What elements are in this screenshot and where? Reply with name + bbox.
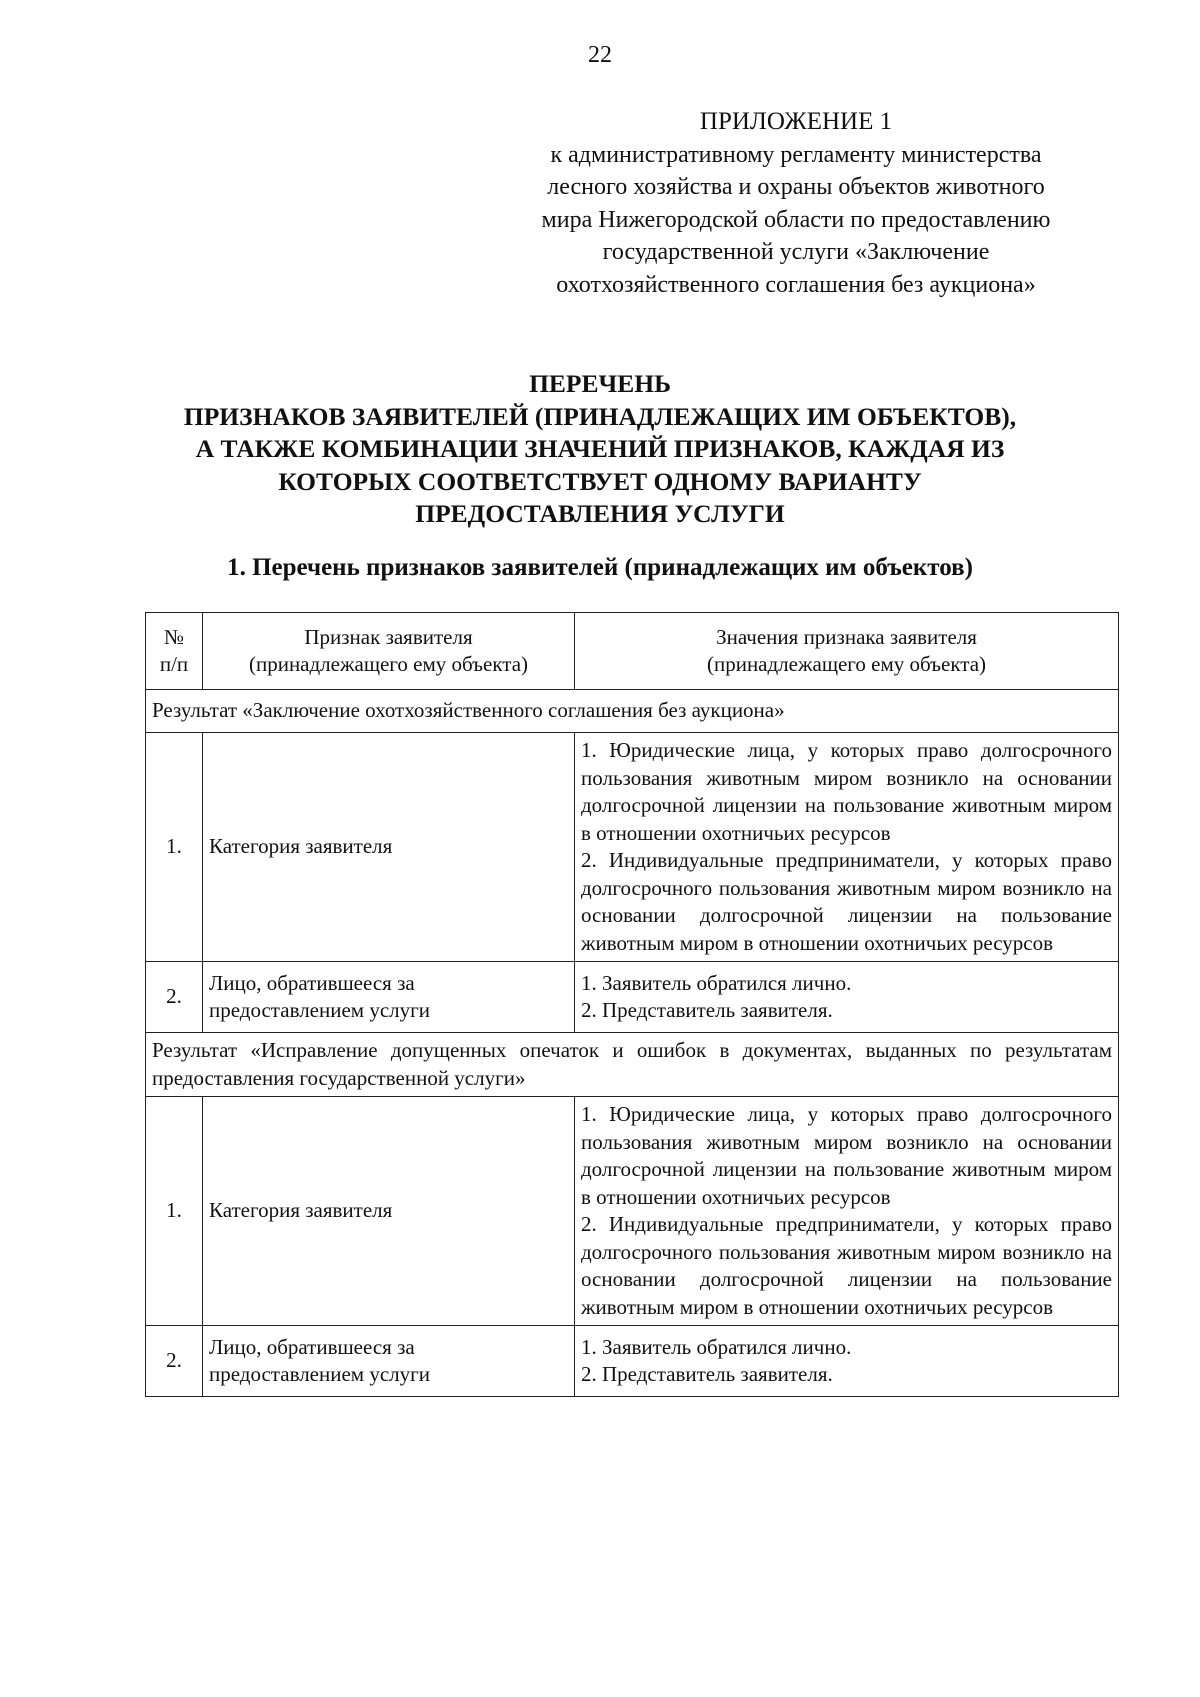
- section-heading: 1. Перечень признаков заявителей (принадлежащих им объектов): [227, 554, 973, 581]
- row-feature-line: предоставлением услуги: [209, 1362, 430, 1386]
- value-item: 1. Юридические лица, у которых право долгосрочного пользования животным миром возникло на основании долгосрочной лицензии на пользование животным миром в отношении охотничьих ресурсов: [581, 738, 1112, 845]
- value-item: 1. Заявитель обратился лично.: [581, 1334, 852, 1359]
- document-title: [120, 368, 1080, 531]
- row-feature: Категория заявителя: [203, 1097, 575, 1326]
- appendix-title: ПРИЛОЖЕНИЕ 1: [699, 108, 893, 135]
- value-item: 2. Представитель заявителя.: [581, 998, 833, 1022]
- title-line: ПЕРЕЧЕНЬ: [529, 369, 671, 398]
- appendix-line: лесного хозяйства и охраны объектов животного: [547, 174, 1045, 200]
- appendix-header: [487, 106, 1105, 301]
- table-header-row: [146, 613, 1119, 690]
- value-item: 2. Индивидуальные предприниматели, у которых право долгосрочного пользования животным миром возникло на основании долгосрочной лицензии на пользование животным миром в отношении охотничьих ресурсов: [581, 848, 1112, 955]
- row-number: 1.: [146, 1097, 203, 1326]
- criteria-table: [145, 612, 1119, 1397]
- header-num: [146, 613, 203, 690]
- header-feature-line: (принадлежащего ему объекта): [248, 652, 529, 676]
- row-values: [575, 1326, 1119, 1397]
- title-line: А ТАКЖЕ КОМБИНАЦИИ ЗНАЧЕНИЙ ПРИЗНАКОВ, КАЖДАЯ ИЗ: [195, 434, 1005, 463]
- appendix-line: мира Нижегородской области по предоставлению: [541, 206, 1051, 233]
- result-cell: Результат «Исправление допущенных опечаток и ошибок в документах, выданных по результатам предоставления государственной услуги»: [146, 1033, 1119, 1097]
- header-num-line: п/п: [159, 652, 189, 676]
- row-values: [575, 962, 1119, 1033]
- header-feature-line: Признак заявителя: [304, 624, 473, 649]
- row-feature-line: Лицо, обратившееся за: [209, 1334, 415, 1359]
- page-number: 22: [588, 42, 612, 68]
- appendix-line: к административному регламенту министерства: [550, 141, 1042, 168]
- appendix-line: государственной услуги «Заключение: [602, 239, 990, 265]
- header-num-line: №: [163, 624, 185, 649]
- value-item: 2. Представитель заявителя.: [581, 1362, 833, 1386]
- row-feature-line: предоставлением услуги: [209, 998, 430, 1022]
- title-line: ПРЕДОСТАВЛЕНИЯ УСЛУГИ: [415, 499, 785, 528]
- row-values: [575, 1097, 1119, 1326]
- row-feature-line: Лицо, обратившееся за: [209, 970, 415, 995]
- header-feature: [203, 613, 575, 690]
- row-number: 2.: [146, 1326, 203, 1397]
- header-values: [575, 613, 1119, 690]
- table-row: [146, 1097, 1119, 1326]
- row-feature: [203, 1326, 575, 1397]
- row-values: [575, 733, 1119, 962]
- result-cell: Результат «Заключение охотхозяйственного соглашения без аукциона»: [146, 690, 1119, 733]
- table-row: [146, 733, 1119, 962]
- title-line: ПРИЗНАКОВ ЗАЯВИТЕЛЕЙ (ПРИНАДЛЕЖАЩИХ ИМ ОБЪЕКТОВ),: [183, 401, 1017, 431]
- table-row: [146, 962, 1119, 1033]
- header-values-line: (принадлежащего ему объекта): [706, 652, 987, 676]
- result-row: [146, 690, 1119, 733]
- table-row: [146, 1326, 1119, 1397]
- value-item: 1. Заявитель обратился лично.: [581, 970, 852, 995]
- row-number: 2.: [146, 962, 203, 1033]
- title-line: КОТОРЫХ СООТВЕТСТВУЕТ ОДНОМУ ВАРИАНТУ: [278, 466, 922, 496]
- value-item: 2. Индивидуальные предприниматели, у которых право долгосрочного пользования животным миром возникло на основании долгосрочной лицензии на пользование животным миром в отношении охотничьих ресурсов: [581, 1212, 1112, 1319]
- row-feature: Категория заявителя: [203, 733, 575, 962]
- row-number: 1.: [146, 733, 203, 962]
- appendix-line: охотхозяйственного соглашения без аукциона»: [556, 271, 1036, 298]
- result-row: [146, 1033, 1119, 1097]
- row-feature: [203, 962, 575, 1033]
- value-item: 1. Юридические лица, у которых право долгосрочного пользования животным миром возникло на основании долгосрочной лицензии на пользование животным миром в отношении охотничьих ресурсов: [581, 1102, 1112, 1209]
- header-values-line: Значения признака заявителя: [716, 624, 977, 649]
